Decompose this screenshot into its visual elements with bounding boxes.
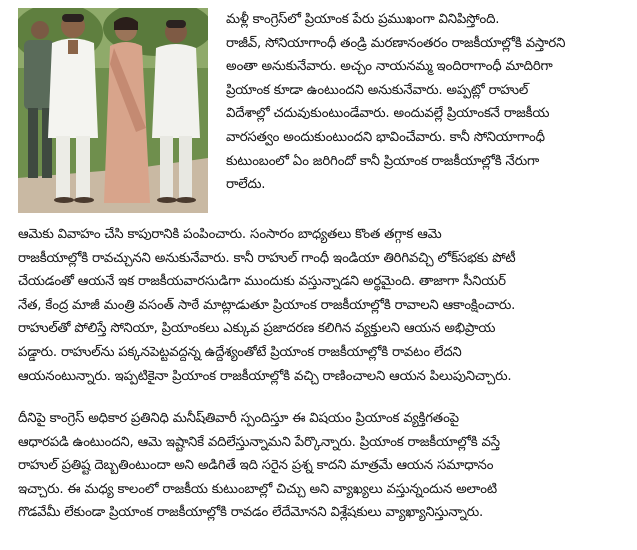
paragraph-line: నేత, కేంద్ర మాజీ మంత్రి వసంత్ సాఠే మాట్లాడుతూ ప్రియాంక రాజకీయాల్లోకి రావాలని ఆకాంక్షించారు. (18, 297, 516, 313)
paragraph-line: ఆయనంటున్నారు. ఇప్పటికైనా ప్రియాంక రాజకీయాల్లోకి వచ్చి రాణించాలని ఆయన పిలుపునిచ్చారు. (18, 368, 512, 384)
lead-line: రాజీవ్, సోనియాగాంధీ తండ్రి మరణానంతరం రాజకీయాల్లోకి వస్తారని (226, 35, 566, 51)
paragraph-line: ఆమెకు వివాహం చేసి కాపురానికి పంపించారు. సంసారం బాధ్యతలు కొంత తగ్గాక ఆమె (18, 227, 442, 242)
lead-line: వారసత్వం అందుకుంటుందని భావించేవారు. కానీ సోనియాగాంధీ (226, 129, 545, 145)
paragraph-3 (18, 407, 622, 525)
paragraph-line: పడ్డారు. రాహుల్‌ను పక్కనపెట్టవద్దన్న ఉద్దేశ్యంతోటే ప్రియాంక రాజకీయాల్లోకి రావటం లేదని (18, 344, 462, 360)
article-photo (18, 8, 208, 213)
paragraph-line: ఆధారపడి ఉంటుందని, ఆమె ఇష్టానికే వదిలేస్తున్నామని పేర్కొన్నారు. ప్రియాంక రాజకీయాల్లోకి వస్తే (18, 434, 500, 450)
lead-line: రాలేదు. (226, 177, 266, 193)
paragraph-2 (18, 223, 622, 388)
lead-line: మళ్లీ కాంగ్రెస్‌లో ప్రియాంక పేరు ప్రముఖంగా వినిపిస్తోంది. (226, 12, 500, 27)
paragraph-line: రాహుల్‌తో పోలిస్తే సోనియా, ప్రియాంకలు ఎక్కువ ప్రజాదరణ కలిగిన వ్యక్తులని ఆయన అభిప్రాయ (18, 321, 496, 337)
lead-line: అంతా అనుకునేవారు. అచ్చం నాయనమ్మ ఇందిరాగాంధీ మాదిరిగా (226, 59, 553, 75)
lead-line: ప్రియాంక కూడా ఉంటుందని అనుకునేవారు. అప్పట్లో రాహుల్ (226, 82, 529, 98)
lead-line: విదేశాల్లో చదువుకుంటుండేవారు. అందువల్లే ప్రియాంకనే రాజకీయ (226, 106, 550, 122)
paragraph-line: రాహుల్ ప్రతిష్ట దెబ్బతింటుందా అని అడిగితే ఇది సరైన ప్రశ్న కాదని మాత్రమే ఆయన సమాధానం (18, 458, 494, 474)
paragraph-line: దీనిపై కాంగ్రెస్ అధికార ప్రతినిధి మనీష్‌తివారీ స్పందిస్తూ ఈ విషయం ప్రియాంక వ్యక్తిగతంపై (18, 411, 459, 426)
paragraph-line: చేయడంతో ఆయనే ఇక రాజకీయవారసుడిగా ముందుకు వస్తున్నాడని అర్థమైంది. తాజాగా సీనియర్ (18, 274, 506, 290)
lead-paragraph (226, 8, 622, 197)
lead-line: కుటుంబంలో ఏం జరిగిందో కానీ ప్రియాంక రాజకీయాల్లోకి నేరుగా (226, 153, 540, 169)
paragraph-line: ఇచ్చారు. ఈ మధ్య కాలంలో రాజకీయ కుటుంబాల్లో చిచ్చు అని వ్యాఖ్యలు వస్తున్నందున అలాంటి (18, 481, 497, 497)
paragraph-line: రాజకీయాల్లోకి రావచ్చునని అనుకునేవారు. కానీ రాహుల్ గాంధీ ఇండియా తిరిగివచ్చి లోక్‌సభకు పోటీ (18, 250, 516, 266)
paragraph-line: గొడవేమీ లేకుండా ప్రియాంక రాజకీయాల్లోకి రావడం లేదేమోనని విశ్లేషకులు వ్యాఖ్యానిస్తున్నారు. (18, 505, 484, 521)
photo-illustration (18, 8, 208, 213)
